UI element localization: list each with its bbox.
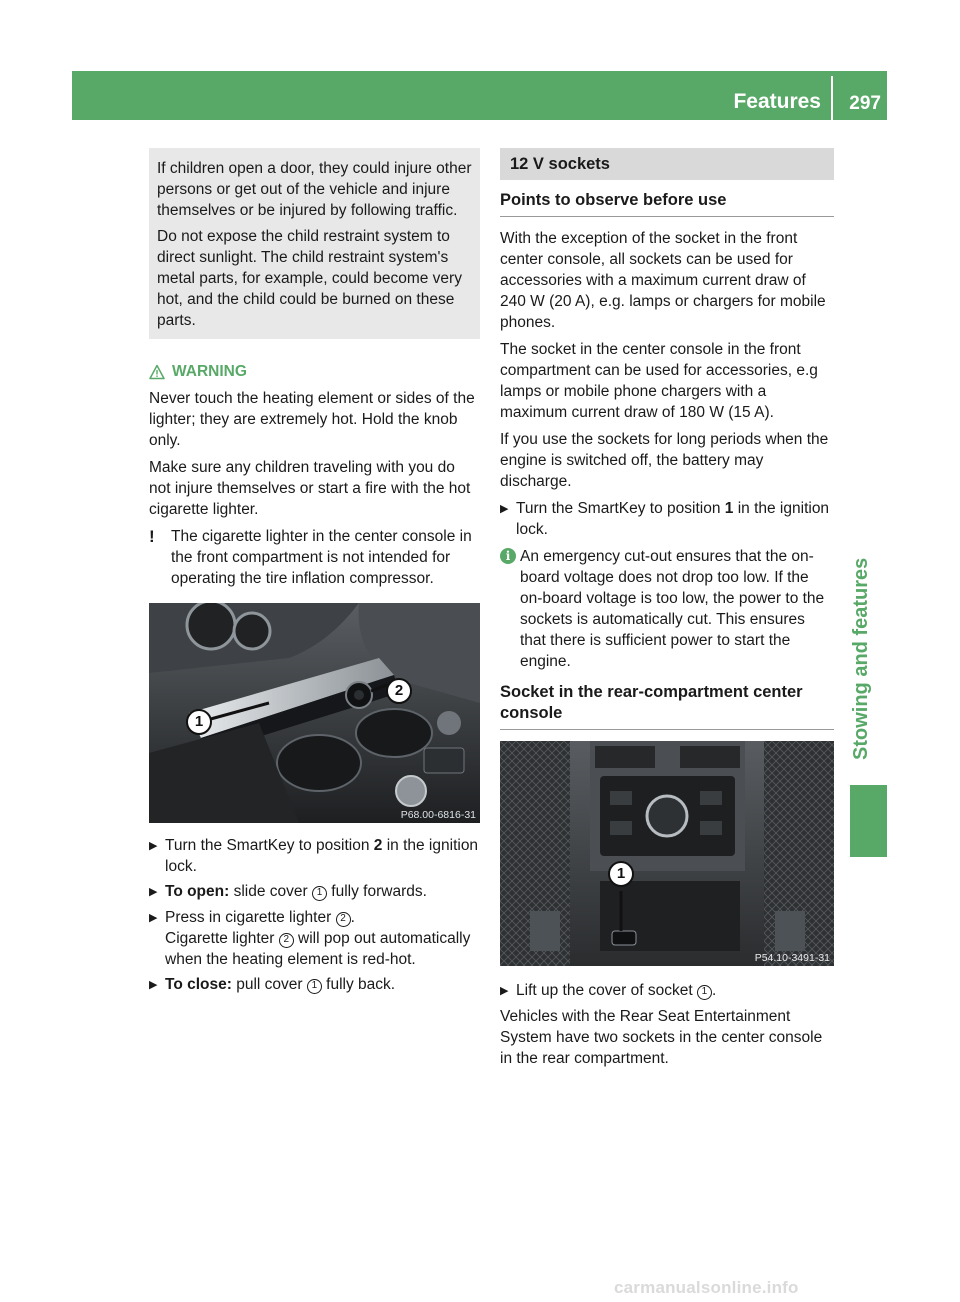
step-text: Turn the SmartKey to position: [165, 837, 374, 854]
gray-box-paragraph: Do not expose the child restraint system to direct sunlight. The child restraint system's metal parts, for example, could become very hot, and the child could be burned on these parts.: [157, 228, 462, 329]
callout-1: 1: [608, 861, 634, 887]
photo-reference-code: P68.00-6816-31: [400, 809, 476, 821]
step-text: in the ignition lock.: [516, 500, 830, 538]
chapter-marker: [850, 785, 887, 857]
callout-2: 2: [386, 678, 412, 704]
watermark-link[interactable]: carmanualsonline.info: [614, 1278, 799, 1297]
ref-number: 2: [336, 912, 351, 927]
instruction-step: [149, 835, 480, 877]
step-arrow-icon: ▶: [149, 912, 158, 924]
instruction-step: [149, 907, 480, 970]
info-text: An emergency cut-out ensures that the on-board voltage does not drop too low. If the on-board voltage is too low, the power to the sockets is automatically cut. This ensures that there is sufficient power to start the engine.: [520, 548, 825, 670]
left-column: [149, 148, 480, 1000]
instruction-step: [500, 498, 834, 540]
step-text: Press in cigarette lighter: [165, 909, 336, 926]
gray-box-paragraph: If children open a door, they could injure other persons or get out of the vehicle and injure themselves or be injured by following traffic.: [157, 160, 472, 219]
info-note: [500, 546, 834, 672]
instruction-step: [149, 974, 480, 996]
step-arrow-icon: ▶: [500, 503, 509, 515]
callout-1: 1: [186, 709, 212, 735]
step-text: pull cover: [231, 976, 307, 993]
step-text: in the ignition lock.: [165, 837, 479, 875]
warning-box: [149, 361, 480, 520]
rear-console-illustration: [500, 741, 834, 966]
header-separator: [831, 76, 833, 120]
ref-number: 1: [697, 985, 712, 1000]
step-label: To close:: [165, 976, 232, 993]
instruction-step: [500, 980, 834, 1002]
ref-number: 1: [312, 886, 327, 901]
note-text: The cigarette lighter in the center console in the front compartment is not intended for operating the tire inflation compressor.: [171, 528, 472, 587]
warning-heading: [149, 361, 480, 382]
instruction-step: [149, 881, 480, 903]
step-arrow-icon: ▶: [149, 979, 158, 991]
chapter-tab-label: Stowing and features: [850, 557, 872, 760]
section-title: 12 V sockets: [500, 148, 834, 180]
damage-note: [149, 526, 480, 589]
ref-number: 1: [307, 979, 322, 994]
body-paragraph: If you use the sockets for long periods when the engine is switched off, the battery may discharge.: [500, 431, 829, 490]
step-position: 1: [724, 500, 734, 517]
page-number: 297: [849, 93, 881, 114]
warning-title: WARNING: [172, 363, 247, 380]
step-text: fully back.: [321, 976, 396, 993]
subsection-title: Socket in the rear-compartment center console: [500, 682, 834, 730]
page-header-bar: [72, 71, 887, 120]
step-text: Lift up the cover of socket: [516, 982, 697, 999]
step-text: slide cover: [229, 883, 312, 900]
info-icon: i: [500, 548, 516, 564]
step-text: Cigarette lighter: [165, 930, 279, 947]
body-paragraph: Vehicles with the Rear Seat Entertainment System have two sockets in the center console in the rear compartment.: [500, 1008, 823, 1067]
step-text: .: [350, 909, 355, 926]
body-paragraph: With the exception of the socket in the front center console, all sockets can be used for accessories with a maximum current draw of 240 W (20 A), e.g. lamps or chargers for mobile phones.: [500, 230, 826, 331]
cigarette-lighter-photo: [149, 603, 480, 823]
step-text: fully forwards.: [326, 883, 427, 900]
step-label: To open:: [165, 883, 230, 900]
step-text: Turn the SmartKey to position: [516, 500, 725, 517]
warning-triangle-icon: [149, 364, 165, 380]
warning-paragraph: Make sure any children traveling with you do not injure themselves or start a fire with the hot cigarette lighter.: [149, 459, 471, 518]
rear-socket-photo: [500, 741, 834, 966]
step-arrow-icon: ▶: [149, 840, 158, 852]
step-text: .: [711, 982, 717, 999]
body-paragraph: The socket in the center console in the front compartment can be used for accessories, e.g lamps or mobile phone chargers with a maximum current draw of 180 W (15 A).: [500, 341, 818, 421]
step-arrow-icon: ▶: [500, 985, 509, 997]
subsection-title: Points to observe before use: [500, 180, 834, 217]
exclamation-icon: !: [149, 527, 155, 546]
step-arrow-icon: ▶: [149, 886, 158, 898]
warning-paragraph: Never touch the heating element or sides of the lighter; they are extremely hot. Hold the knob only.: [149, 390, 475, 449]
chapter-tab: [836, 120, 887, 785]
step-text: will pop out automatically when the heating element is red-hot.: [165, 930, 471, 968]
right-column: [500, 148, 834, 1075]
child-safety-box: [149, 148, 480, 339]
step-position: 2: [373, 837, 383, 854]
ref-number: 2: [279, 933, 294, 948]
photo-reference-code: P54.10-3491-31: [754, 952, 830, 964]
header-title: Features: [733, 90, 821, 113]
